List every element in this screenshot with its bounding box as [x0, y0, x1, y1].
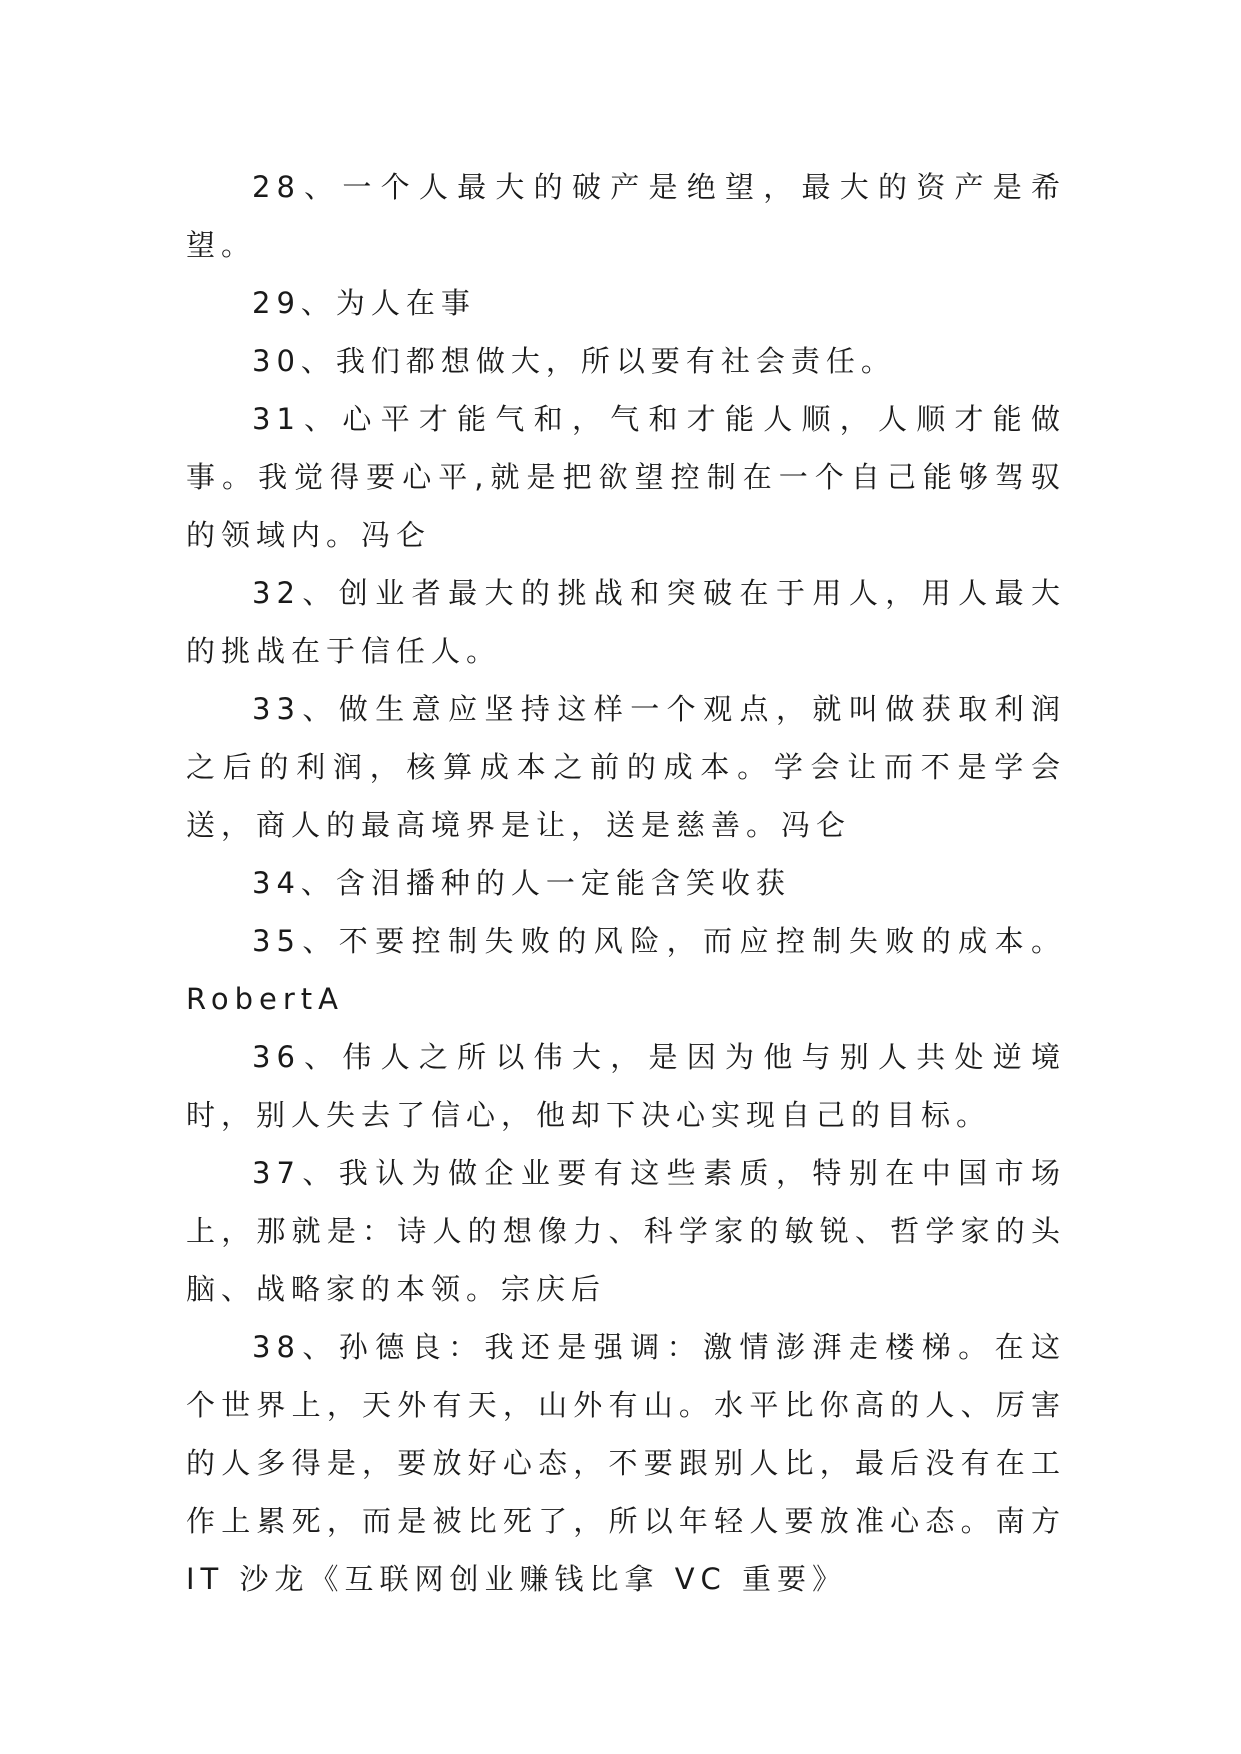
paragraph-35: 35、不要控制失败的风险，而应控制失败的成本。RobertA: [186, 924, 1066, 1016]
paragraph-33: 33、做生意应坚持这样一个观点，就叫做获取利润之后的利润，核算成本之前的成本。学会让而不是学会送，商人的最高境界是让，送是慈善。冯仑: [186, 692, 1066, 842]
paragraph-34: 34、含泪播种的人一定能含笑收获: [252, 866, 791, 900]
paragraph-37: 37、我认为做企业要有这些素质，特别在中国市场上，那就是：诗人的想像力、科学家的敏锐、哲学家的头脑、战略家的本领。宗庆后: [186, 1156, 1066, 1306]
paragraph-38: 38、孙德良：我还是强调：激情澎湃走楼梯。在这个世界上，天外有天，山外有山。水平比你高的人、厉害的人多得是，要放好心态，不要跟别人比，最后没有在工作上累死，而是被比死了，所以年轻人要放准心态。南方 IT 沙龙《互联网创业赚钱比拿 VC 重要》: [186, 1330, 1066, 1596]
paragraph-28: 28、一个人最大的破产是绝望，最大的资产是希望。: [186, 170, 1066, 262]
paragraph-30: 30、我们都想做大，所以要有社会责任。: [252, 344, 896, 378]
paragraph-29: 29、为人在事: [252, 286, 476, 320]
document-body: [186, 158, 1066, 1608]
paragraph-36: 36、伟人之所以伟大，是因为他与别人共处逆境时，别人失去了信心，他却下决心实现自己的目标。: [186, 1040, 1066, 1132]
paragraph-32: 32、创业者最大的挑战和突破在于用人，用人最大的挑战在于信任人。: [186, 576, 1066, 668]
paragraph-31: 31、心平才能气和，气和才能人顺，人顺才能做事。我觉得要心平,就是把欲望控制在一个自己能够驾驭的领域内。冯仑: [186, 402, 1066, 552]
